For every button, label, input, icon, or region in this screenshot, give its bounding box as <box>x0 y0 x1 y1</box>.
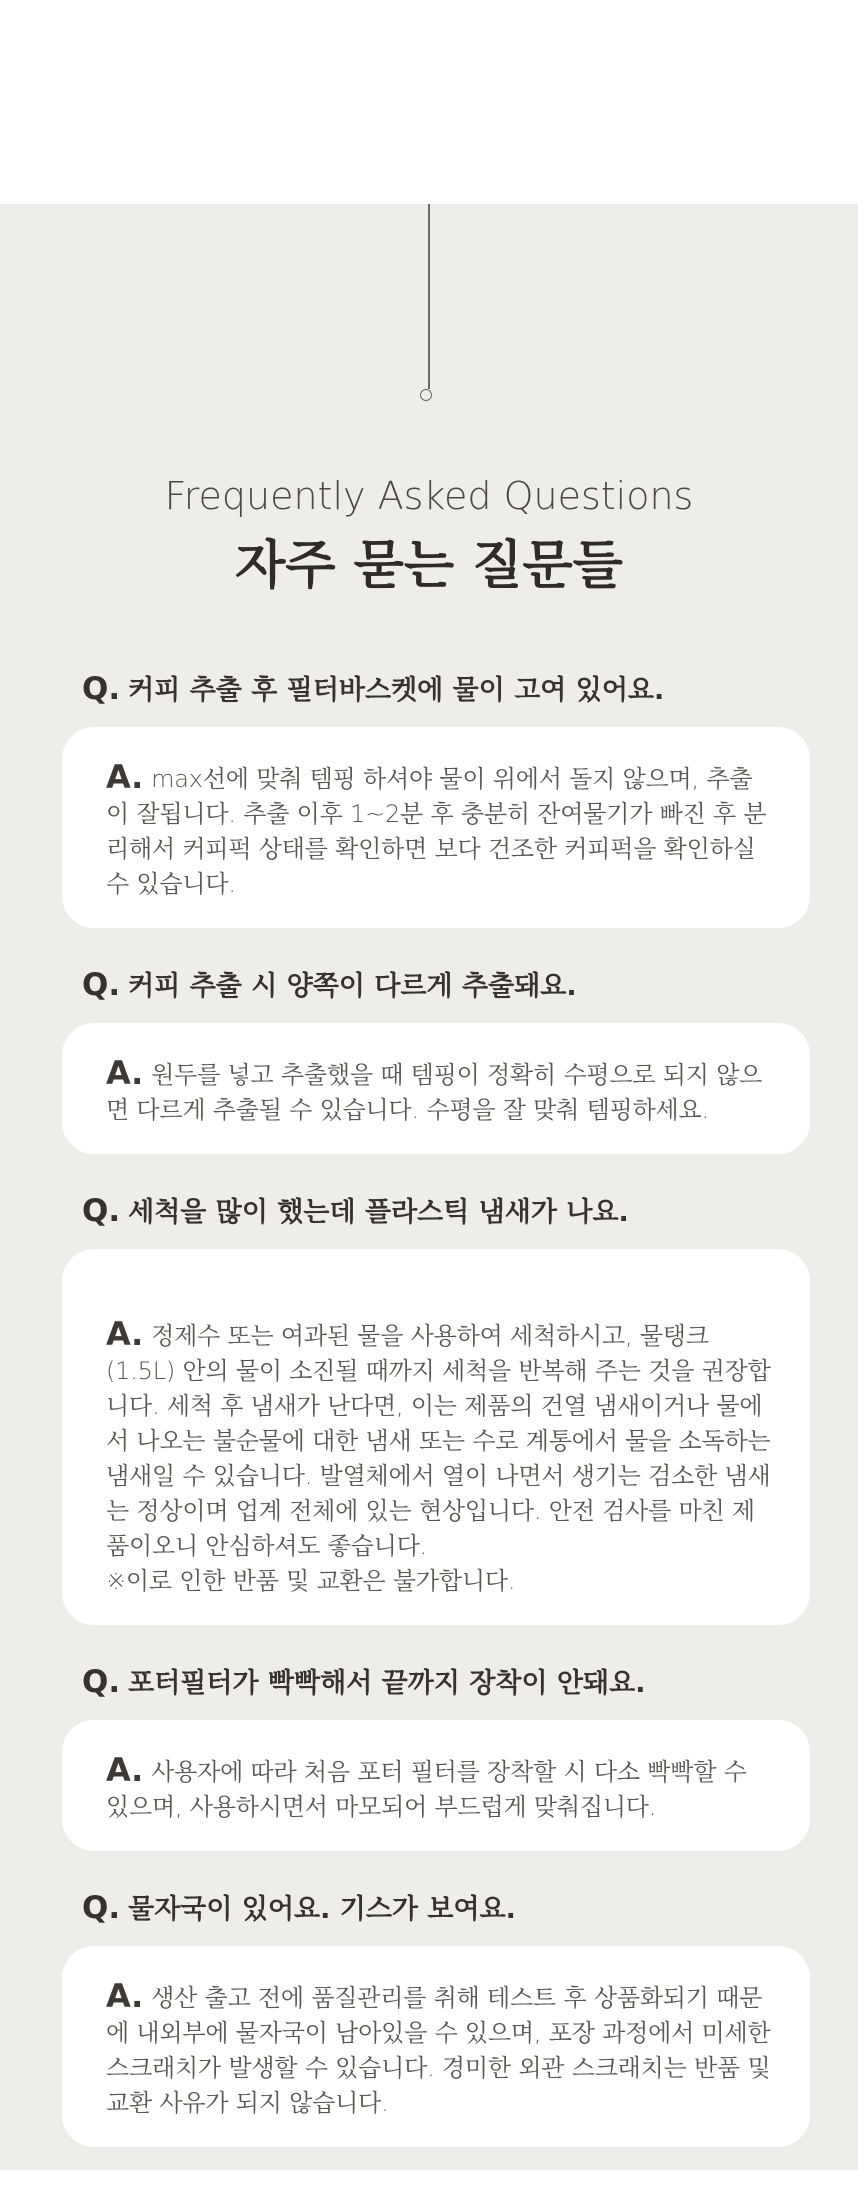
answer-prefix: A. <box>106 1751 144 1790</box>
question-text: 커피 추출 시 양쪽이 다르게 추출돼요. <box>128 971 577 1003</box>
question-prefix: Q. <box>82 967 121 1004</box>
faq-panel <box>0 204 858 2170</box>
answer-card <box>62 1946 810 2147</box>
answer-card <box>62 1023 810 1154</box>
question-prefix: Q. <box>82 1890 121 1927</box>
question-text: 포터필터가 빡빡해서 끝까지 장착이 안돼요. <box>128 1668 646 1700</box>
faq-question <box>82 671 810 707</box>
faq-korean-title: 자주 묻는 질문들 <box>235 536 623 596</box>
answer-prefix: A. <box>106 1977 144 2016</box>
faq-question <box>82 1664 810 1701</box>
question-prefix: Q. <box>82 671 121 707</box>
answer-card <box>62 1249 810 1625</box>
divider-dot <box>420 389 432 401</box>
faq-question <box>82 1193 810 1230</box>
top-white-area <box>0 0 858 204</box>
question-prefix: Q. <box>82 1664 121 1701</box>
faq-answer <box>106 758 774 902</box>
answer-card <box>62 1720 810 1851</box>
answer-prefix: A. <box>106 1054 144 1093</box>
question-text: 세척을 많이 했는데 플라스틱 냄새가 나요. <box>128 1197 629 1229</box>
faq-item <box>62 967 810 1154</box>
faq-answer <box>106 1283 774 1599</box>
answer-text: 사용자에 따라 처음 포터 필터를 장착할 시 다소 빡빡할 수 있으며, 사용하시면서 마모되어 부드럽게 맞춰집니다. <box>106 1758 747 1822</box>
question-text: 물자국이 있어요. 기스가 보여요. <box>128 1894 516 1926</box>
faq-item <box>62 671 810 928</box>
faq-answer <box>106 1054 774 1128</box>
faq-list <box>62 671 810 2189</box>
answer-text: 생산 출고 전에 품질관리를 취해 테스트 후 상품화되기 때문에 내외부에 물자국이 남아있을 수 있으며, 포장 과정에서 미세한 스크래치가 발생할 수 있습니다. 경미한 외관 스크래치는 반품 및 교환 사유가 되지 않습니다. <box>106 1984 771 2118</box>
answer-prefix: A. <box>106 1315 144 1354</box>
answer-text: 정제수 또는 여과된 물을 사용하여 세척하시고, 물탱크(1.5L) 안의 물이 소진될 때까지 세척을 반복해 주는 것을 권장합니다. 세척 후 냄새가 난다면, 이는 제품의 건열 냄새이거나 물에서 나오는 불순물에 대한 냄새 또는 수로 계통에서 물을 소독하는 냄새일 수 있습니다. 발열체에서 열이 나면서 생기는 검소한 냄새는 정상이며 업계 전체에 있는 현상입니다. 안전 검사를 마친 제품이오니 안심하셔도 좋습니다. ※이로 인한 반품 및 교환은 불가합니다. <box>106 1322 771 1596</box>
faq-english-title: Frequently Asked Questions <box>164 474 694 518</box>
answer-card <box>62 727 810 928</box>
answer-text: max선에 맞춰 템핑 하셔야 물이 위에서 돌지 않으며, 추출이 잘됩니다. 추출 이후 1~2분 후 충분히 잔여물기가 빠진 후 분리해서 커피퍽 상태를 확인하면 보다 건조한 커피퍽을 확인하실 수 있습니다. <box>106 765 767 899</box>
faq-answer <box>106 1977 774 2121</box>
faq-item <box>62 1193 810 1625</box>
faq-item <box>62 1890 810 2147</box>
vertical-divider-line <box>428 204 430 389</box>
faq-item <box>62 1664 810 1851</box>
answer-prefix: A. <box>106 758 144 797</box>
faq-answer <box>106 1751 774 1825</box>
answer-text: 원두를 넣고 추출했을 때 템핑이 정확히 수평으로 되지 않으면 다르게 추출될 수 있습니다. 수평을 잘 맞춰 템핑하세요. <box>106 1061 763 1125</box>
question-prefix: Q. <box>82 1193 121 1230</box>
faq-question <box>82 1890 810 1927</box>
faq-question <box>82 967 810 1004</box>
question-text: 커피 추출 후 필터바스켓에 물이 고여 있어요. <box>128 675 665 706</box>
